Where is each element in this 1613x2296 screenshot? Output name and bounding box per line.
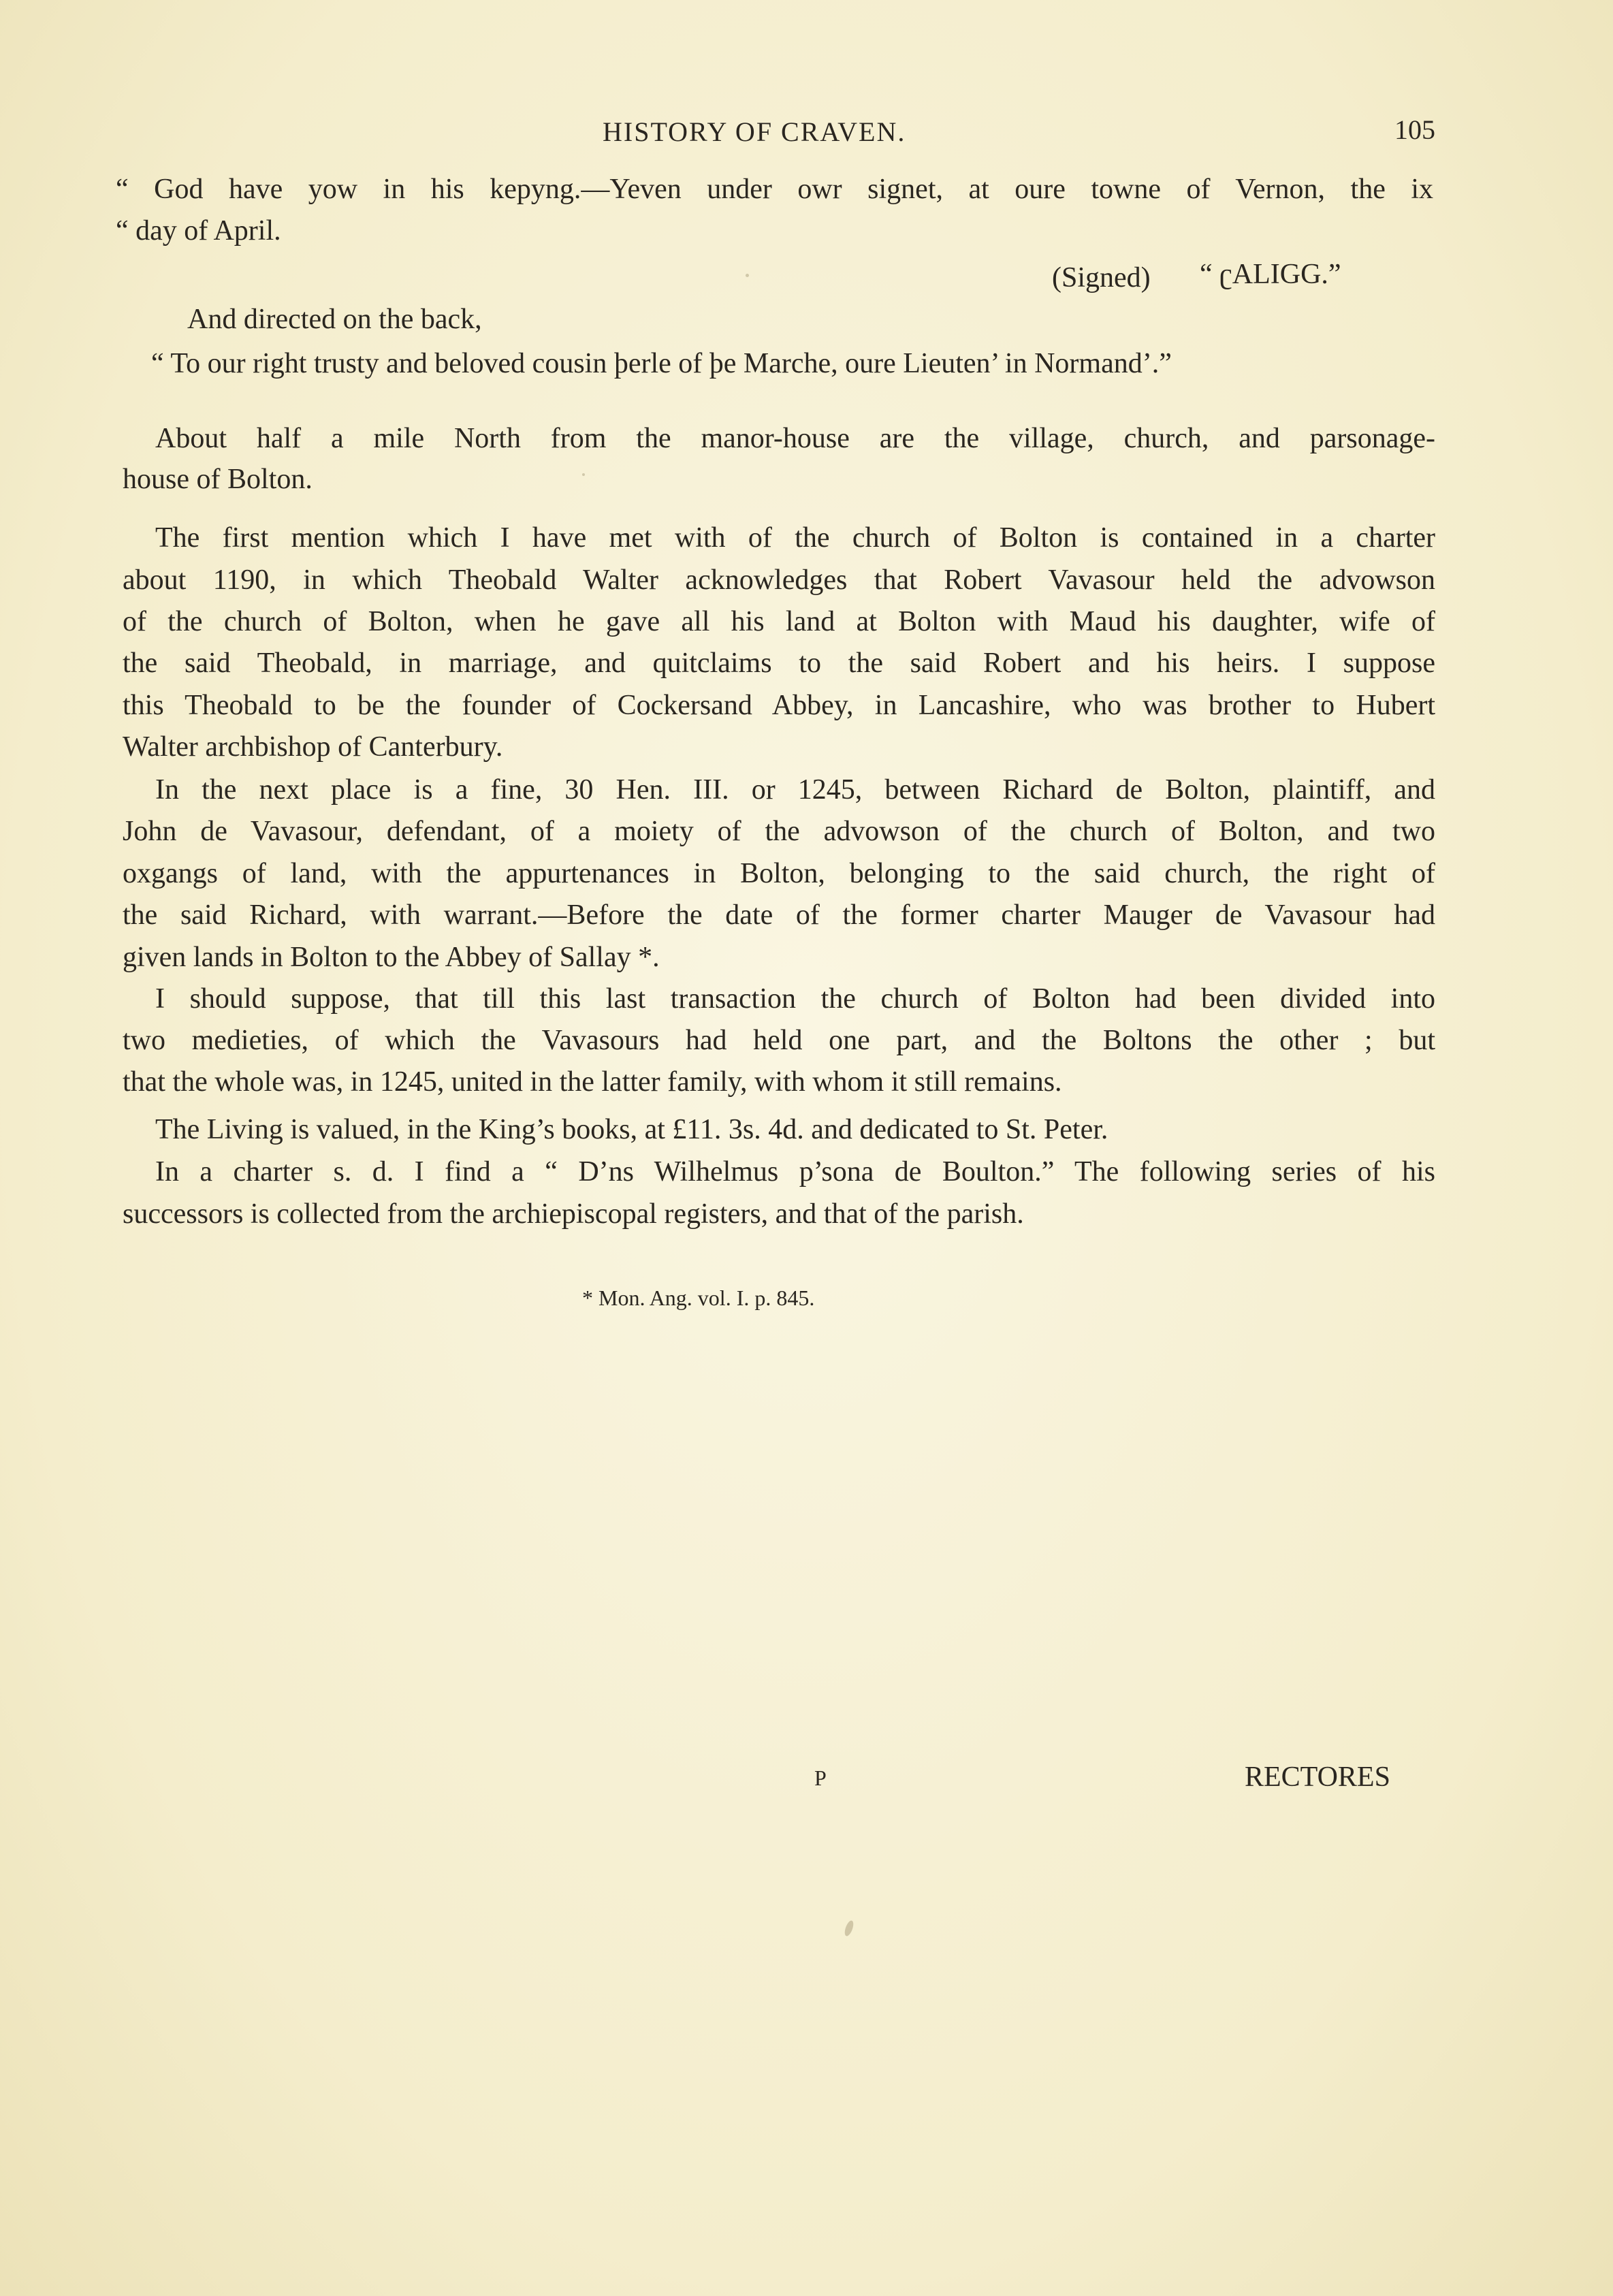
directed-line: And directed on the back, [187, 304, 482, 335]
paragraph-2-line-5: this Theobald to be the founder of Cockersand Abbey, in Lancashire, who was brother to Hubert [123, 690, 1435, 721]
signature: “ ʗALIGG.” [1200, 259, 1341, 290]
ink-blemish [843, 1919, 855, 1937]
paragraph-5-line-1: The Living is valued, in the King’s books, at £11. 3s. 4d. and dedicated to St. Peter. [155, 1114, 1108, 1145]
paragraph-1-line-1: About half a mile North from the manor-house are the village, church, and parsonage- [155, 423, 1435, 454]
page-number: 105 [1394, 114, 1435, 145]
paragraph-3-line-4: the said Richard, with warrant.—Before the date of the former charter Mauger de Vavasour had [123, 899, 1435, 931]
ink-speck [746, 274, 749, 277]
paragraph-3-line-2: John de Vavasour, defendant, of a moiety of the advowson of the church of Bolton, and two [123, 816, 1435, 847]
signed-label: (Signed) [1052, 262, 1151, 293]
paragraph-2-line-2: about 1190, in which Theobald Walter acknowledges that Robert Vavasour held the advowson [123, 564, 1435, 596]
letter-line-1: “ God have yow in his kepyng.—Yeven under owr signet, at oure towne of Vernon, the ix [116, 174, 1433, 205]
paragraph-2-line-1: The first mention which I have met with of the church of Bolton is contained in a charter [155, 522, 1435, 554]
catchword: RECTORES [1245, 1761, 1390, 1793]
paragraph-1-line-2: house of Bolton. [123, 464, 313, 495]
paragraph-3-line-1: In the next place is a fine, 30 Hen. III. or 1245, between Richard de Bolton, plaintiff, and [155, 774, 1435, 806]
letter-line-2: “ day of April. [116, 215, 281, 246]
paragraph-4-line-1: I should suppose, that till this last transaction the church of Bolton had been divided into [155, 983, 1435, 1015]
paragraph-2-line-6: Walter archbishop of Canterbury. [123, 731, 503, 763]
running-header-title: HISTORY OF CRAVEN. [603, 116, 906, 147]
footnote: * Mon. Ang. vol. I. p. 845. [582, 1286, 815, 1310]
signature-mark: P [814, 1766, 827, 1790]
paragraph-4-line-3: that the whole was, in 1245, united in the latter family, with whom it still remains. [123, 1066, 1062, 1098]
paragraph-6-line-1: In a charter s. d. I find a “ D’ns Wilhelmus p’sona de Boulton.” The following series of his [155, 1156, 1435, 1187]
paragraph-4-line-2: two medieties, of which the Vavasours had held one part, and the Boltons the other ; but [123, 1025, 1435, 1056]
letter-address: “ To our right trusty and beloved cousin þerle of þe Marche, oure Lieuten’ in Normand’.” [151, 348, 1172, 379]
paragraph-2-line-4: the said Theobald, in marriage, and quitclaims to the said Robert and his heirs. I suppose [123, 648, 1435, 679]
paragraph-3-line-3: oxgangs of land, with the appurtenances in Bolton, belonging to the said church, the right of [123, 858, 1435, 889]
paragraph-3-line-5: given lands in Bolton to the Abbey of Sallay *. [123, 942, 660, 973]
paragraph-2-line-3: of the church of Bolton, when he gave all his land at Bolton with Maud his daughter, wife of [123, 606, 1435, 637]
paragraph-6-line-2: successors is collected from the archiepiscopal registers, and that of the parish. [123, 1198, 1024, 1230]
ink-speck [582, 473, 585, 476]
